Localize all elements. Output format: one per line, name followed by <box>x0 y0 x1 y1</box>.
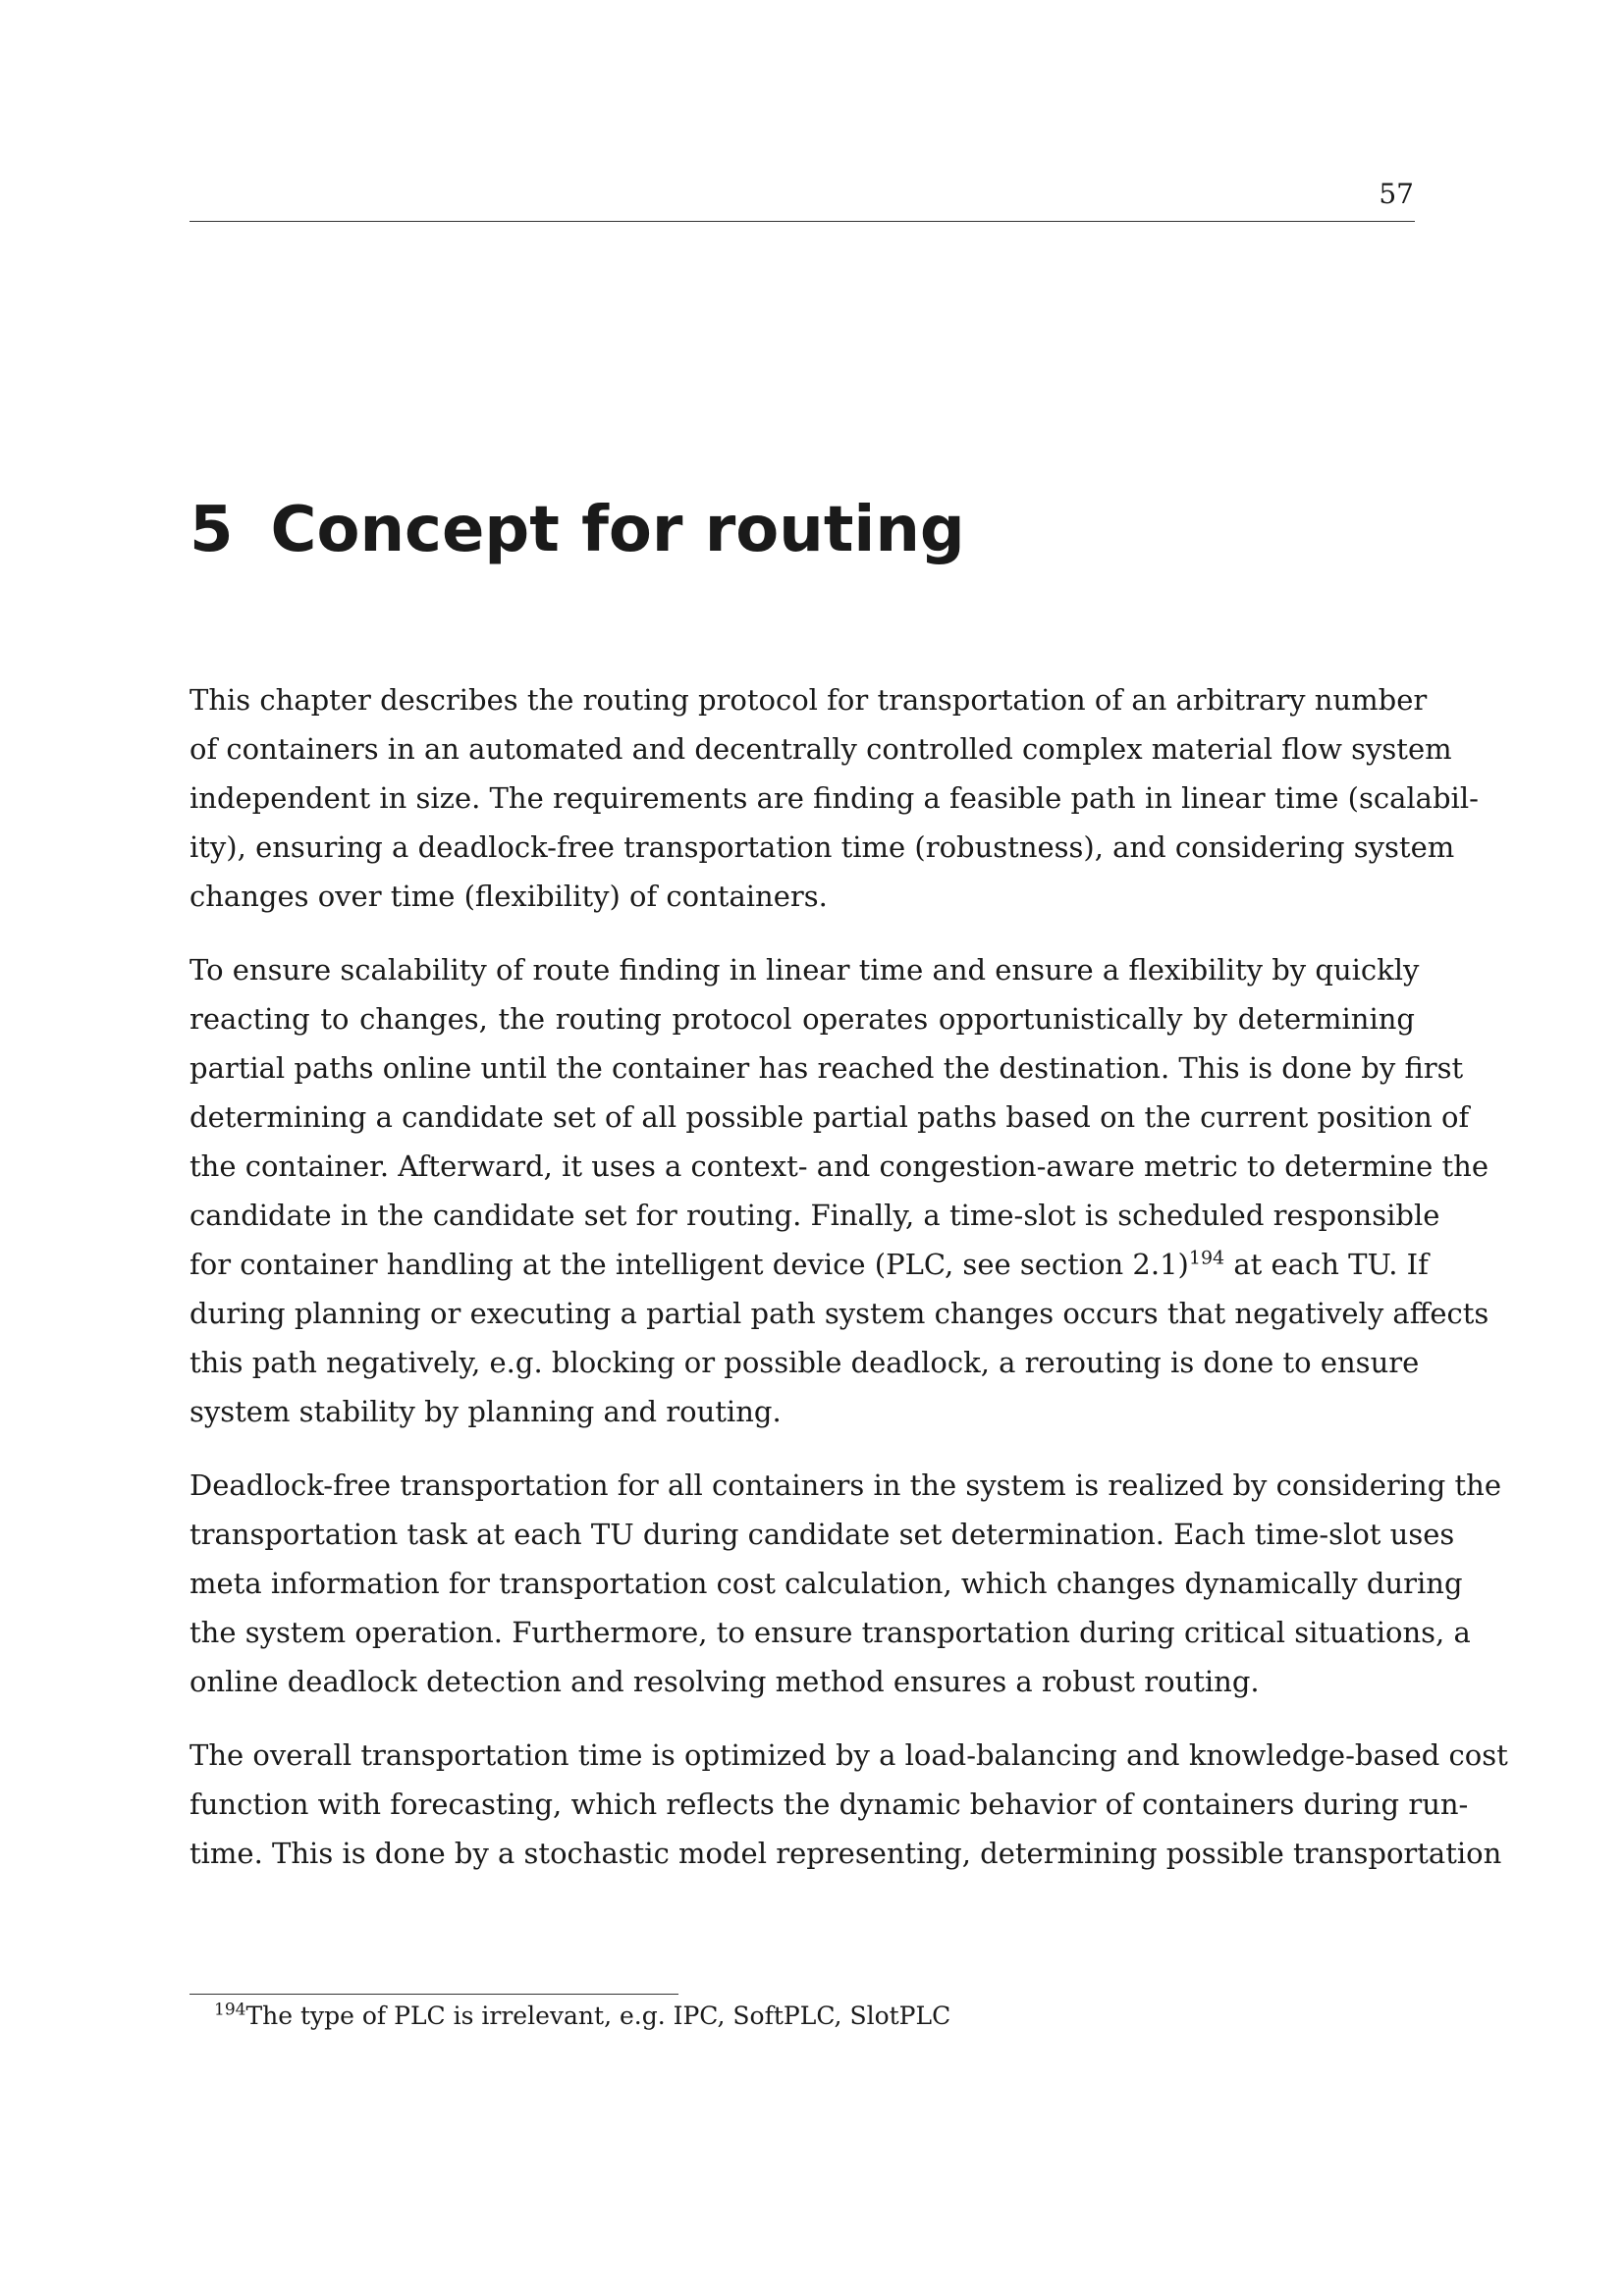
footnote-rule <box>189 1994 678 1995</box>
text-line: Deadlock-free transportation for all containers in the system is realized by considering the <box>189 1468 1501 1502</box>
header-rule <box>189 221 1415 222</box>
text-line: candidate in the candidate set for routing. Finally, a time-slot is scheduled responsible <box>189 1199 1440 1232</box>
text-line: The overall transportation time is optimized by a load-balancing and knowledge-based cost <box>189 1738 1508 1772</box>
paragraph-3 <box>189 1461 1501 1706</box>
text-line: the system operation. Furthermore, to ensure transportation during critical situations, a <box>189 1616 1471 1649</box>
text-line: independent in size. The requirements are finding a feasible path in linear time (scalabil- <box>189 781 1479 815</box>
footnote-text: The type of PLC is irrelevant, e.g. IPC, SoftPLC, SlotPLC <box>245 2002 951 2030</box>
text-line: To ensure scalability of route finding in linear time and ensure a flexibility by quickly <box>189 953 1420 987</box>
page-number: 57 <box>1379 178 1414 210</box>
text-line: the container. Afterward, it uses a context- and congestion-aware metric to determine the <box>189 1149 1489 1183</box>
chapter-title: Concept for routing <box>270 494 965 566</box>
text-line: time. This is done by a stochastic model representing, determining possible transportation <box>189 1837 1502 1870</box>
text-line: online deadlock detection and resolving method ensures a robust routing. <box>189 1665 1260 1698</box>
footnote-marker: 194 <box>214 2000 246 2020</box>
text-line: this path negatively, e.g. blocking or possible deadlock, a rerouting is done to ensure <box>189 1346 1420 1379</box>
footnote-reference[interactable]: 194 <box>1188 1247 1225 1269</box>
text-line: of containers in an automated and decentrally controlled complex material flow system <box>189 732 1452 766</box>
paragraph-2 <box>189 945 1489 1436</box>
paragraph-4 <box>189 1731 1508 1878</box>
footnote <box>214 1999 950 2034</box>
text-line-with-footnote-ref <box>189 1240 1429 1289</box>
text-line: meta information for transportation cost calculation, which changes dynamically during <box>189 1567 1463 1600</box>
text-line: partial paths online until the container has reached the destination. This is done by first <box>189 1051 1464 1085</box>
text-line: reacting to changes, the routing protocol operates opportunistically by determining <box>189 1002 1415 1036</box>
text-line: transportation task at each TU during candidate set determination. Each time-slot uses <box>189 1518 1455 1551</box>
text-line: This chapter describes the routing protocol for transportation of an arbitrary number <box>189 683 1428 717</box>
text-line: ity), ensuring a deadlock-free transportation time (robustness), and considering system <box>189 830 1455 864</box>
text-segment: at each TU. If <box>1224 1248 1429 1281</box>
text-line: during planning or executing a partial path system changes occurs that negatively affects <box>189 1297 1489 1330</box>
text-segment: for container handling at the intelligent device (PLC, see section 2.1) <box>189 1248 1189 1281</box>
chapter-number: 5 <box>189 494 234 566</box>
text-line: determining a candidate set of all possible partial paths based on the current position of <box>189 1100 1470 1134</box>
text-line: function with forecasting, which reflects the dynamic behavior of containers during run- <box>189 1788 1469 1821</box>
text-line: system stability by planning and routing. <box>189 1395 782 1428</box>
body-text <box>189 675 1508 1902</box>
paragraph-1 <box>189 675 1479 921</box>
text-line: changes over time (flexibility) of containers. <box>189 880 828 913</box>
chapter-heading <box>189 491 965 569</box>
